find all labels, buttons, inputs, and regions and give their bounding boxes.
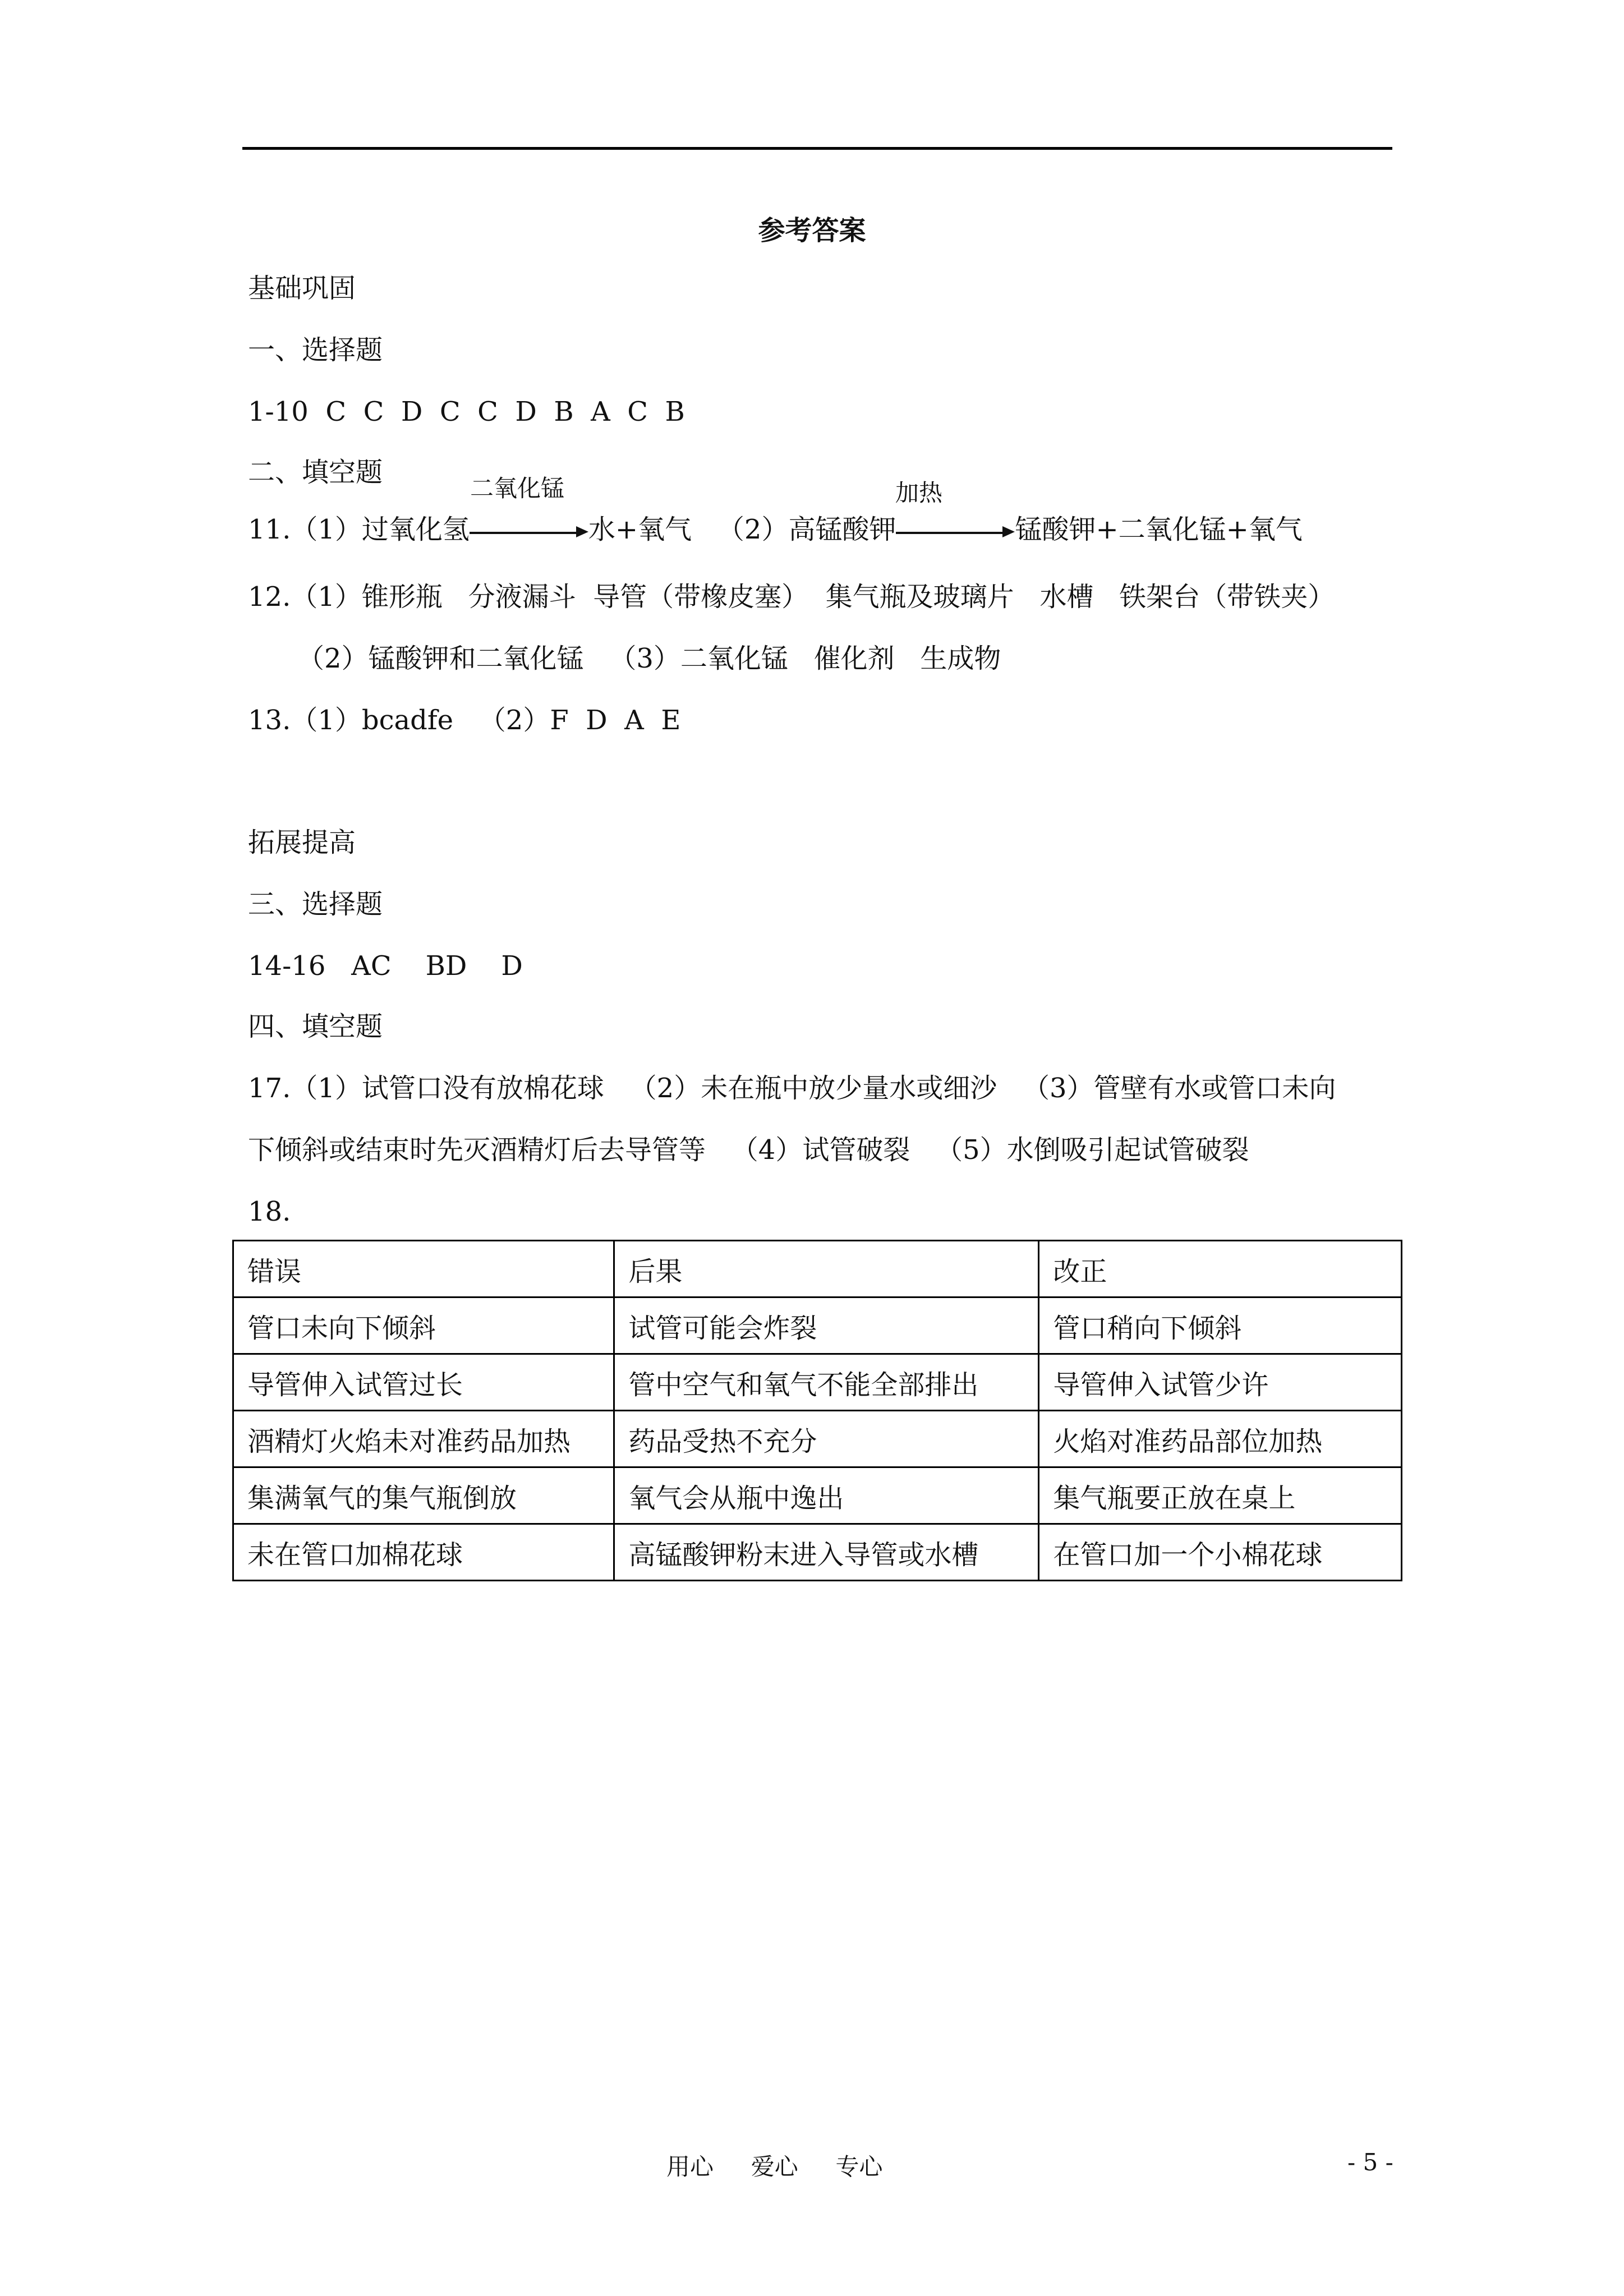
part3-heading: 三、选择题 [248,889,383,920]
table-header-row [233,1241,1402,1297]
q12-line-2: （2）锰酸钾和二氧化锰 （3）二氧化锰 催化剂 生成物 [297,643,1001,674]
table-cell: 集气瓶要正放在桌上 [1039,1467,1402,1524]
table-cell: 酒精灯火焰未对准药品加热 [233,1411,614,1467]
page-title: 参考答案 [758,215,866,246]
header-rule [242,147,1392,150]
part1-heading: 一、选择题 [248,334,383,366]
reaction-arrow-icon [470,521,588,543]
table-cell: 未在管口加棉花球 [233,1524,614,1581]
table-cell: 导管伸入试管少许 [1039,1354,1402,1411]
table-cell: 集满氧气的集气瓶倒放 [233,1467,614,1524]
table-cell: 试管可能会炸裂 [614,1297,1039,1354]
table-cell: 药品受热不充分 [614,1411,1039,1467]
table-cell: 管中空气和氧气不能全部排出 [614,1354,1039,1411]
table-cell: 管口未向下倾斜 [233,1297,614,1354]
table-cell: 高锰酸钾粉末进入导管或水槽 [614,1524,1039,1581]
q17-line-2: 下倾斜或结束时先灭酒精灯后去导管等 （4）试管破裂 （5）水倒吸引起试管破裂 [248,1134,1249,1166]
part1-answers: 1-10 C C D C C D B A C B [248,396,685,427]
table-cell: 氧气会从瓶中逸出 [614,1467,1039,1524]
table-row [233,1524,1402,1581]
table-row [233,1354,1402,1411]
q18-label: 18. [248,1196,291,1227]
footer-motto: 用心 爱心 专心 [666,2153,883,2180]
table-row [233,1467,1402,1524]
table-row [233,1297,1402,1354]
page-number: - 5 - [1347,2148,1393,2176]
section-extend-heading: 拓展提高 [248,827,356,858]
q18-table [232,1240,1402,1581]
q11-reactant-2: （2）高锰酸钾 [692,514,896,545]
table-row [233,1411,1402,1467]
table-cell: 管口稍向下倾斜 [1039,1297,1402,1354]
q11-product-2: 锰酸钾+二氧化锰+氧气 [1015,514,1303,545]
table-cell: 火焰对准药品部位加热 [1039,1411,1402,1467]
q11-product-1: 水+氧气 [588,514,692,545]
q11-equations [248,516,1303,543]
q13-answer: 13.（1）bcadfe （2）F D A E [248,705,681,736]
table-cell: 在管口加一个小棉花球 [1039,1524,1402,1581]
q17-line-1: 17.（1）试管口没有放棉花球 （2）未在瓶中放少量水或细沙 （3）管壁有水或管口未向 [248,1073,1336,1104]
section-basic-heading: 基础巩固 [248,273,356,304]
table-header-cell: 改正 [1039,1241,1402,1297]
q11-condition-1: 二氧化锰 [470,475,565,502]
q12-line-1: 12.（1）锥形瓶 分液漏斗 导管（带橡皮塞） 集气瓶及玻璃片 水槽 铁架台（带铁夹） [248,581,1335,613]
table-header-cell: 后果 [614,1241,1039,1297]
q11-reactant-1: 11.（1）过氧化氢 [248,514,470,545]
part2-heading: 二、填空题 [248,457,383,488]
table-header-cell: 错误 [233,1241,614,1297]
part4-heading: 四、填空题 [248,1011,383,1042]
table-cell: 导管伸入试管过长 [233,1354,614,1411]
reaction-arrow-icon [896,521,1015,543]
part3-answers: 14-16 AC BD D [248,950,523,982]
q11-condition-2: 加热 [895,479,943,507]
